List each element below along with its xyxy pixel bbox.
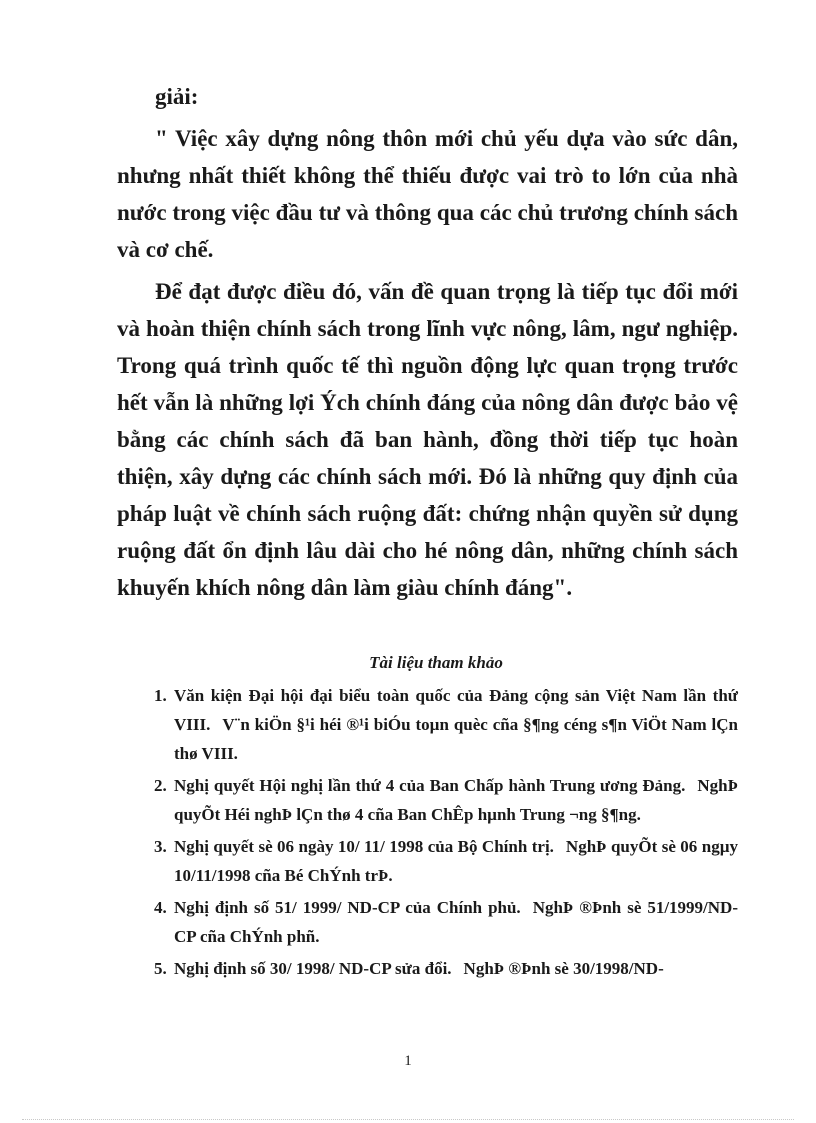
paragraph-policy: Để đạt được điều đó, vấn đề quan trọng là tiếp tục đổi mới và hoàn thiện chính sách trong lĩnh vực nông, lâm, ngư nghiệp. Trong quá trình quốc tế thì nguồn động lực quan trọng trước hết vẫn là những lợi Ých chính đáng của nông dân được bảo vệ bằng các chính sách đã ban hành, đồng thời tiếp tục hoàn thiện, xây dựng các chính sách mới. Đó là những quy định của pháp luật về chính sách ruộng đất: chứng nhận quyền sử dụng ruộng đất ổn định lâu dài cho hé nông dân, những chính sách khuyến khích nông dân làm giàu chính đáng". <box>117 279 738 600</box>
reference-item <box>154 681 738 768</box>
reference-text: Nghị định số 30/ 1998/ ND-CP sửa đổi. <box>174 959 452 978</box>
reference-garbled-text: NghÞ ®Þnh sè 51/1999/ND-CP cña ChÝnh phñ. <box>174 898 738 946</box>
reference-number: 2. <box>154 776 167 795</box>
references-title: Tài liệu tham khảo <box>369 653 503 672</box>
body-text <box>117 78 738 606</box>
reference-number: 1. <box>154 686 167 705</box>
reference-item <box>154 832 738 890</box>
reference-garbled-text: NghÞ ®Þnh sè 30/1998/ND- <box>463 959 664 978</box>
reference-number: 4. <box>154 898 167 917</box>
reference-text: Văn kiện Đại hội đại biểu toàn quốc của Đảng cộng sản Việt Nam lần thứ VIII. <box>174 686 738 734</box>
reference-number: 3. <box>154 837 167 856</box>
reference-garbled-text: V¨n kiÖn §¹i héi ®¹i biÓu toµn quèc cña §¶ng céng s¶n ViÖt Nam lÇn thø VIII. <box>174 715 738 763</box>
page-bottom-divider <box>22 1119 794 1120</box>
reference-number: 5. <box>154 959 167 978</box>
reference-text: Nghị định số 51/ 1999/ ND-CP của Chính phủ. <box>174 898 521 917</box>
reference-text: Nghị quyết sè 06 ngày 10/ 11/ 1998 của Bộ Chính trị. <box>174 837 554 856</box>
reference-item <box>154 771 738 829</box>
paragraph-intro: giải: <box>155 84 199 109</box>
page-number: 1 <box>404 1053 412 1069</box>
reference-garbled-text: NghÞ quyÕt sè 06 ngµy 10/11/1998 cña Bé ChÝnh trÞ. <box>174 837 739 885</box>
reference-item <box>154 954 738 983</box>
reference-text: Nghị quyết Hội nghị lần thứ 4 của Ban Chấp hành Trung ương Đảng. <box>174 776 686 795</box>
paragraph-quote: " Việc xây dựng nông thôn mới chủ yếu dựa vào sức dân, nhưng nhất thiết không thể thiếu được vai trò to lớn của nhà nước trong việc đầu tư và thông qua các chủ trương chính sách và cơ chế. <box>117 126 738 262</box>
reference-item <box>154 893 738 951</box>
references-list <box>154 681 738 983</box>
references-section <box>154 648 738 986</box>
reference-garbled-text: NghÞ quyÕt Héi nghÞ lÇn thø 4 cña Ban ChÊp hµnh Trung ¬ng §¶ng. <box>174 776 738 824</box>
